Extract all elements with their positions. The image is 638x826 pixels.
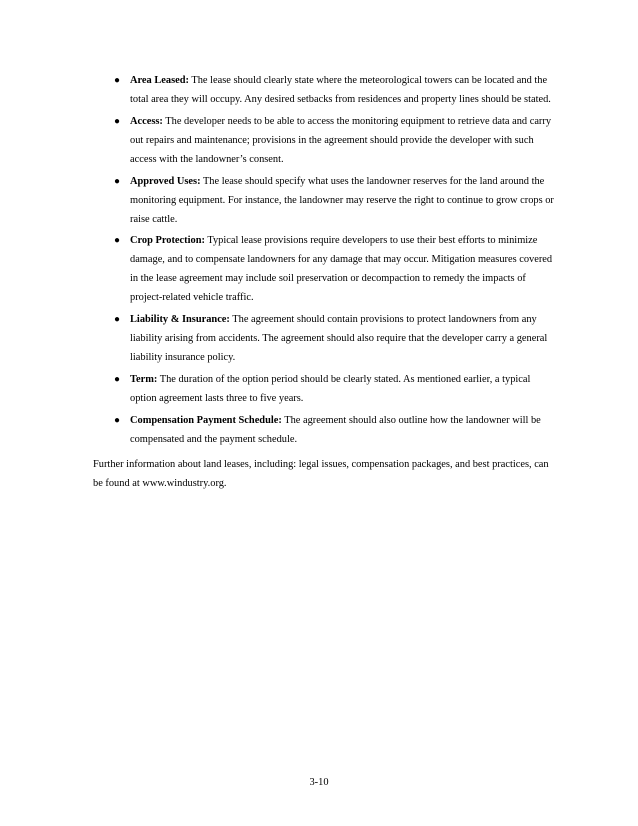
list-item-liability-insurance [114, 310, 554, 367]
lease-provisions-list [114, 71, 554, 452]
item-term: Liability & Insurance: [130, 314, 230, 326]
item-term: Crop Protection: [130, 235, 205, 247]
item-term: Area Leased: [130, 75, 189, 86]
item-text: The agreement should also outline how the landowner will be compensated and the payment schedule. [130, 414, 541, 445]
bullet-icon: ● [114, 235, 121, 247]
list-item-approved-uses [114, 172, 554, 229]
item-text: The lease should specify what uses the landowner reserves for the land around the monitoring equipment. For instance, the landowner may reserve the right to continue to grow crops or raise cattle. [130, 175, 554, 225]
item-text: Typical lease provisions require developers to use their best efforts to minimize damage, and to compensate landowners for any damage that may occur. Mitigation measures covered in the lease agreement may include soil preservation or decompaction to remedy the impacts of project-related vehicle traffic. [130, 235, 553, 304]
page-number: 3-10 [309, 777, 329, 788]
item-term: Compensation Payment Schedule: [130, 414, 282, 426]
bullet-icon: ● [114, 314, 121, 326]
item-term: Term: [130, 373, 158, 385]
closing-paragraph: Further information about land leases, including: legal issues, compensation packages, and best practices, can be found at www.windustry.org. [93, 459, 549, 489]
bullet-icon: ● [114, 373, 121, 385]
item-term: Approved Uses: [130, 175, 201, 187]
item-term: Access: [130, 115, 163, 127]
list-item-area-leased [114, 71, 554, 109]
bullet-icon: ● [114, 175, 121, 187]
item-text: The agreement should contain provisions to protect landowners from any liability arising from accidents. The agreement should also require that the developer carry a general liability insurance policy. [130, 314, 548, 364]
list-item-crop-protection [114, 231, 554, 307]
item-text: The developer needs to be able to access the monitoring equipment to retrieve data and carry out repairs and maintenance; provisions in the agreement should provide the developer with such access with the landowner’s consent. [130, 115, 552, 165]
item-text: The lease should clearly state where the meteorological towers can be located and the total area they will occupy. Any desired setbacks from residences and property lines should be stated. [130, 75, 551, 105]
list-item-compensation-schedule [114, 411, 554, 449]
bullet-icon: ● [114, 414, 121, 426]
item-text: The duration of the option period should be clearly stated. As mentioned earlier, a typical option agreement lasts three to five years. [130, 373, 531, 404]
bullet-icon: ● [114, 115, 121, 127]
bullet-icon: ● [114, 75, 121, 86]
list-item-access [114, 112, 554, 169]
list-item-term [114, 370, 554, 408]
